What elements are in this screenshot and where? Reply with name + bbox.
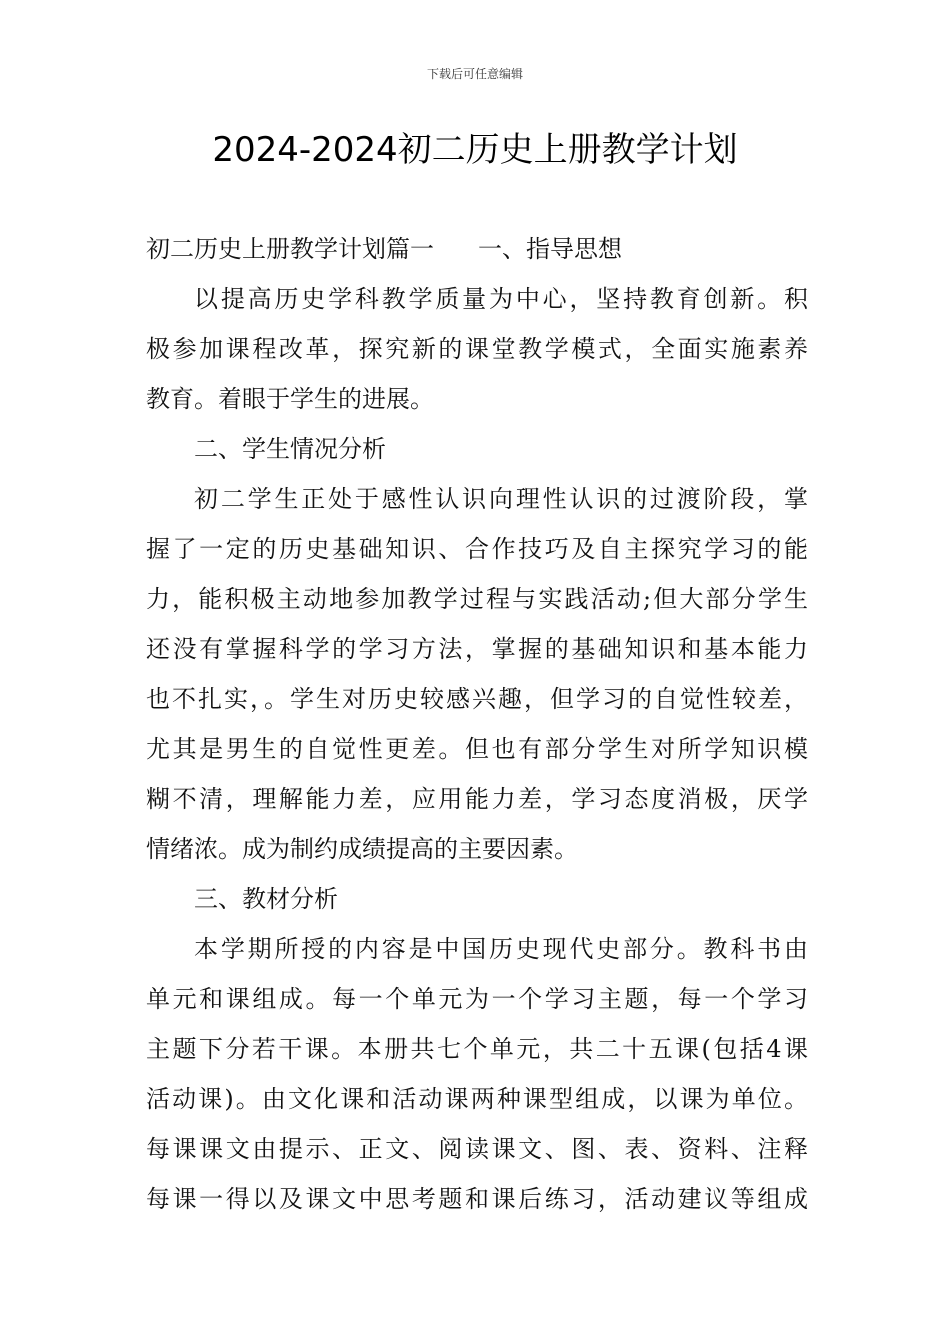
paragraph-line: 主题下分若干课。本册共七个单元，共二十五课(包括4课 [146,1035,808,1063]
paragraph-line: 活动课)。由文化课和活动课两种课型组成，以课为单位。 [146,1085,808,1113]
paragraph-line: 单元和课组成。每一个单元为一个学习主题，每一个学习 [146,985,808,1013]
paragraph-line: 每课课文由提示、正文、阅读课文、图、表、资料、注释 [146,1135,808,1163]
paragraph-line: 握了一定的历史基础知识、合作技巧及自主探究学习的能 [146,535,808,563]
document-title: 2024-2024初二历史上册教学计划 [212,130,738,170]
paragraph-line: 还没有掌握科学的学习方法，掌握的基础知识和基本能力 [146,635,808,663]
section-heading-3: 三、教材分析 [194,885,338,913]
paragraph-line: 情绪浓。成为制约成绩提高的主要因素。 [146,835,578,863]
paragraph-line: 力，能积极主动地参加教学过程与实践活动;但大部分学生 [146,585,808,613]
intro-heading: 初二历史上册教学计划篇一 [146,235,434,263]
paragraph-line: 极参加课程改革，探究新的课堂教学模式，全面实施素养 [146,335,808,363]
paragraph-line: 以提高历史学科教学质量为中心，坚持教育创新。积 [194,285,808,313]
paragraph-line: 也不扎实，。学生对历史较感兴趣，但学习的自觉性较差， [146,685,808,713]
header-note: 下载后可任意编辑 [426,67,523,81]
paragraph-line: 教育。着眼于学生的进展。 [146,385,434,413]
paragraph-line: 每课一得以及课文中思考题和课后练习，活动建议等组成 [146,1185,808,1213]
paragraph-line: 尤其是男生的自觉性更差。但也有部分学生对所学知识模 [146,735,808,763]
document-body [146,224,808,1224]
section-heading-1: 一、指导思想 [478,235,622,263]
paragraph-line: 初二学生正处于感性认识向理性认识的过渡阶段，掌 [194,485,808,513]
paragraph-line: 本学期所授的内容是中国历史现代史部分。教科书由 [194,935,808,963]
paragraph-line: 糊不清，理解能力差，应用能力差，学习态度消极，厌学 [146,785,808,813]
intro-line [146,224,808,274]
section-heading-2: 二、学生情况分析 [194,435,386,463]
